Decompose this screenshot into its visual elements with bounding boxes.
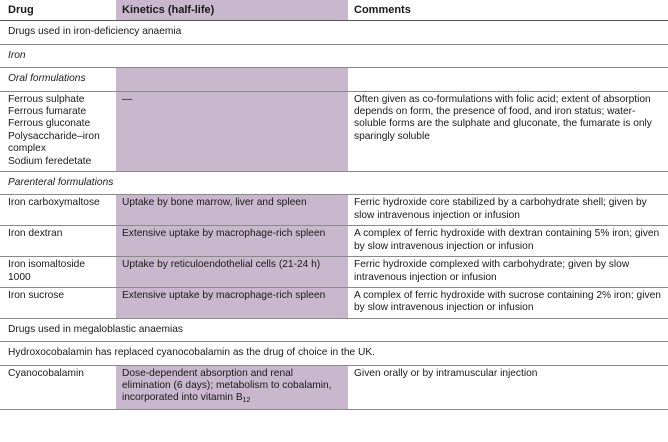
section-row-iron [0, 44, 668, 67]
kinetics-cell: Extensive uptake by macrophage-rich spleen [116, 226, 348, 257]
section-iron-deficiency: Drugs used in iron-deficiency anaemia [0, 21, 668, 44]
kinetics-cell: Extensive uptake by macrophage-rich spleen [116, 287, 348, 318]
oral-comments: Often given as co-formulations with folic acid; extent of absorption depends on form, the presence of food, and iron status; water-soluble forms are the sulphate and gluconate, the fumarate is only sparingly soluble [348, 91, 668, 171]
drug-name: Iron sucrose [0, 287, 116, 318]
table-row-oral [0, 91, 668, 171]
section-row-uk-note [0, 342, 668, 365]
header-row [0, 0, 668, 21]
oral-drug-4: Polysaccharide–iron complex [8, 130, 100, 155]
table-row-cyanocobalamin [0, 365, 668, 409]
comments-cell: A complex of ferric hydroxide with sucrose containing 2% iron; given by slow intravenous injection or infusion [348, 287, 668, 318]
header-kinetics: Kinetics (half-life) [116, 0, 348, 21]
oral-drug-1: Ferrous sulphate [8, 93, 85, 105]
header-comments: Comments [348, 0, 668, 21]
oral-kinetics: — [116, 91, 348, 171]
section-row-parenteral [0, 172, 668, 195]
section-megaloblastic: Drugs used in megaloblastic anaemias [0, 318, 668, 341]
kinetics-blank [116, 68, 348, 91]
oral-drug-list [0, 91, 116, 171]
comments-cell: Ferric hydroxide core stabilized by a carbohydrate shell; given by slow intravenous injection or infusion [348, 195, 668, 226]
oral-drug-2: Ferrous fumarate [8, 106, 87, 118]
table-row [0, 195, 668, 226]
section-parenteral: Parenteral formulations [0, 172, 668, 195]
oral-drug-3: Ferrous gluconate [8, 118, 91, 130]
kinetics-cell: Uptake by reticuloendothelial cells (21-24 h) [116, 257, 348, 288]
section-row-oral [0, 68, 668, 91]
cyano-kinetics-text: Dose-dependent absorption and renal elimination (6 days); metabolism to cobalamin, incorporated into vitamin B [122, 367, 332, 404]
comments-cell: A complex of ferric hydroxide with dextran containing 5% iron; given by slow intravenous injection or infusion [348, 226, 668, 257]
section-oral: Oral formulations [0, 68, 116, 91]
comments-blank [348, 68, 668, 91]
section-row-iron-deficiency [0, 21, 668, 44]
drug-name: Cyanocobalamin [0, 365, 116, 409]
table-row [0, 257, 668, 288]
section-iron: Iron [0, 44, 668, 67]
kinetics-cell [116, 365, 348, 409]
oral-drug-5: Sodium feredetate [8, 155, 92, 167]
table-row [0, 287, 668, 318]
kinetics-cell: Uptake by bone marrow, liver and spleen [116, 195, 348, 226]
comments-cell: Ferric hydroxide complexed with carbohydrate; given by slow intravenous injection or infusion [348, 257, 668, 288]
comments-cell: Given orally or by intramuscular injection [348, 365, 668, 409]
uk-note: Hydroxocobalamin has replaced cyanocobalamin as the drug of choice in the UK. [0, 342, 668, 365]
section-row-megaloblastic [0, 318, 668, 341]
drug-name: Iron carboxymaltose [0, 195, 116, 226]
table-row [0, 226, 668, 257]
drug-name: Iron isomaltoside 1000 [0, 257, 116, 288]
drug-name: Iron dextran [0, 226, 116, 257]
cyano-kinetics-sub: 12 [242, 397, 251, 405]
header-drug: Drug [0, 0, 116, 21]
